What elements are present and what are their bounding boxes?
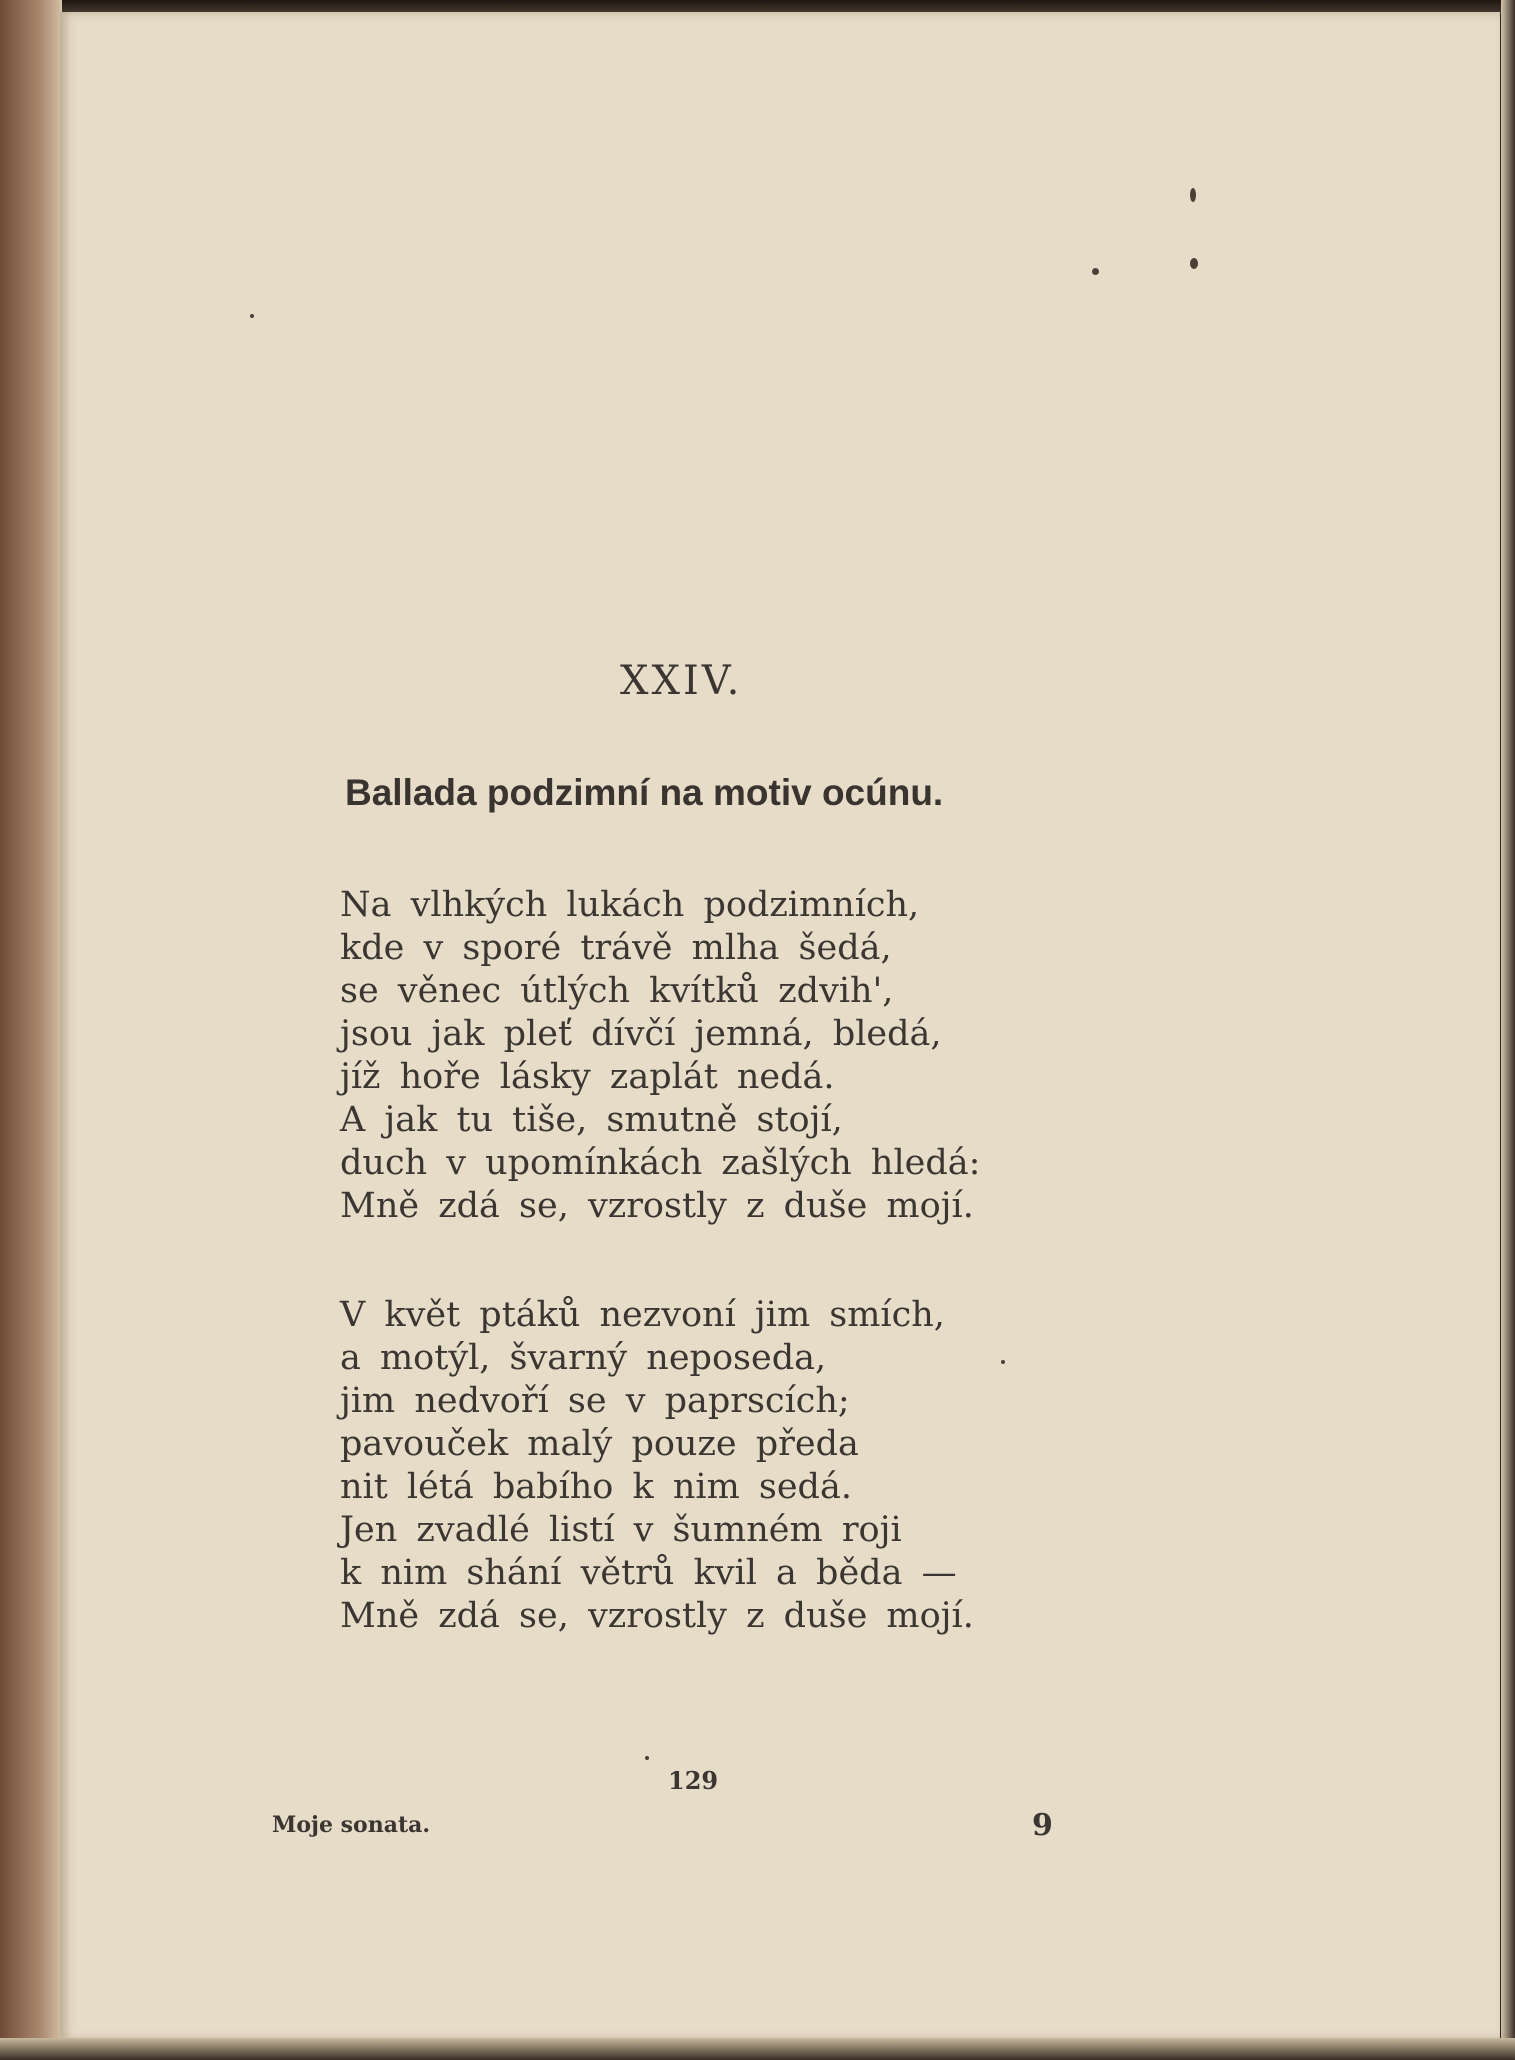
verse-line: jsou jak pleť dívčí jemná, bledá, [340, 1014, 942, 1054]
right-edge [1501, 0, 1515, 2060]
verse-line: k nim shání větrů kvil a běda — [340, 1553, 957, 1593]
poem-title: Ballada podzimní na motiv ocúnu. [345, 772, 944, 813]
verse-line: Na vlhkých lukách podzimních, [340, 885, 920, 925]
chapter-number: XXIV. [620, 658, 743, 704]
verse-line: a motýl, švarný neposeda, [340, 1338, 827, 1378]
verse-line: kde v sporé trávě mlha šedá, [340, 928, 892, 968]
stanza-2 [340, 1294, 974, 1638]
verse-line: Jen zvadlé listí v šumném roji [340, 1510, 902, 1550]
paper-speck [1092, 268, 1099, 275]
signature-mark-number: 9 [1032, 1808, 1053, 1843]
paper-speck [250, 314, 254, 318]
verse-line: Mně zdá se, vzrostly z duše mojí. [340, 1186, 974, 1226]
verse-line: jíž hoře lásky zaplát nedá. [340, 1057, 835, 1097]
stanza-1 [340, 884, 980, 1228]
paper-speck [1001, 1360, 1005, 1364]
verse-line: pavouček malý pouze předa [340, 1424, 859, 1464]
book-spine [0, 0, 62, 2060]
verse-line: V květ ptáků nezvoní jim smích, [340, 1295, 945, 1335]
bottom-edge [0, 2038, 1515, 2060]
signature-mark-title: Moje sonata. [272, 1812, 431, 1838]
paper-speck [645, 1756, 649, 1760]
verse-line: se věnec útlých kvítků zdvih', [340, 971, 894, 1011]
verse-line: duch v upomínkách zašlých hledá: [340, 1143, 981, 1183]
verse-line: nit létá babího k nim sedá. [340, 1467, 852, 1507]
verse-line: jim nedvoří se v paprscích; [340, 1381, 850, 1421]
paper-speck [1190, 188, 1196, 202]
paper-speck [1190, 258, 1198, 269]
page-number: 129 [668, 1766, 719, 1795]
verse-line: A jak tu tiše, smutně stojí, [340, 1100, 843, 1140]
verse-line: Mně zdá se, vzrostly z duše mojí. [340, 1596, 974, 1636]
